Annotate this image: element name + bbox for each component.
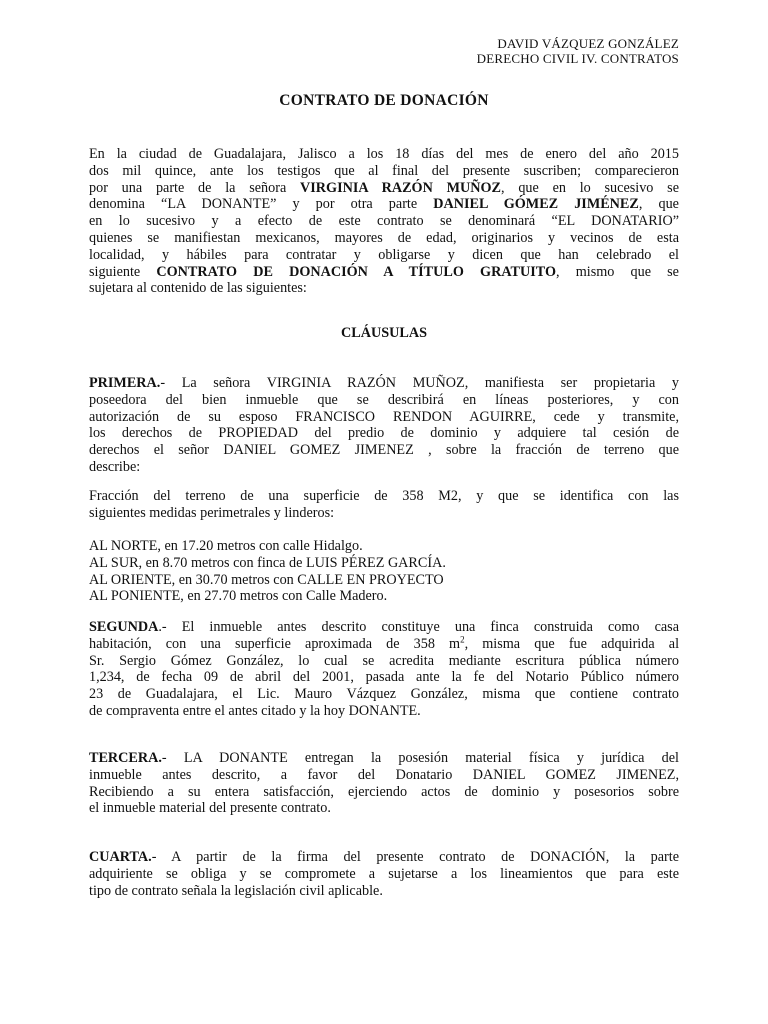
- clause-line: Sr. Sergio Gómez González, lo cual se acredita mediante escritura pública número: [89, 652, 679, 669]
- intro-line: En la ciudad de Guadalajara, Jalisco a los 18 días del mes de enero del año 2015: [89, 146, 679, 162]
- superscript: 2: [460, 634, 465, 645]
- clause-text: .- El inmueble antes descrito constituye una finca construida como casa: [158, 619, 679, 635]
- header-author: DAVID VÁZQUEZ GONZÁLEZ: [497, 36, 679, 51]
- donante-name: VIRGINIA RAZÓN MUÑOZ: [300, 179, 501, 196]
- document-title: CONTRATO DE DONACIÓN: [279, 92, 489, 109]
- intro-text: , que en lo sucesivo se: [501, 179, 679, 196]
- intro-line: localidad, y hábiles para contratar y obligarse y dicen que han celebrado el: [89, 246, 679, 263]
- clause-line: Recibiendo a su entera satisfacción, ejerciendo actos de dominio y posesorios sobre: [89, 783, 679, 800]
- clause-line: [89, 619, 679, 636]
- clause-line: autorización de su esposo FRANCISCO RENDON AGUIRRE, cede y transmite,: [89, 408, 679, 425]
- intro-paragraph: [89, 146, 679, 297]
- clause-line: 1,234, de fecha 09 de abril del 2001, pasada ante la fe del Notario Público número: [89, 669, 679, 686]
- clause-line: de compraventa entre el antes citado y la hoy DONANTE.: [89, 702, 421, 719]
- linderos-list: [89, 538, 446, 605]
- intro-text: , que: [638, 196, 679, 213]
- clause-text: , misma que fue adquirida al: [464, 635, 680, 652]
- clause-text: - LA DONANTE entregan la posesión material física y jurídica del: [161, 750, 679, 766]
- clause-text: habitación, con una superficie aproximada de 358 m: [89, 635, 461, 652]
- lindero-sur: AL SUR, en 8.70 metros con finca de LUIS PÉREZ GARCÍA.: [89, 554, 446, 571]
- intro-line: sujetara al contenido de las siguientes:: [89, 280, 307, 297]
- clause-label: TERCERA.: [89, 750, 162, 766]
- intro-text: siguiente: [89, 263, 157, 280]
- clause-line: los derechos de PROPIEDAD del predio de dominio y adquiere tal cesión de: [89, 425, 679, 442]
- fraccion-paragraph: [89, 488, 679, 522]
- clause-line: [89, 849, 679, 866]
- clause-line: adquiriente se obliga y se compromete a sujetarse a los lineamientos que para este: [89, 865, 679, 882]
- clause-line: [89, 750, 679, 767]
- lindero-oriente: AL ORIENTE, en 30.70 metros con CALLE EN PROYECTO: [89, 571, 444, 588]
- clause-line: poseedora del bien inmueble que se describirá en líneas posteriores, y con: [89, 391, 679, 408]
- clause-label: SEGUNDA: [89, 619, 159, 635]
- clausulas-heading: CLÁUSULAS: [341, 325, 427, 341]
- clause-line: tipo de contrato señala la legislación civil aplicable.: [89, 882, 383, 899]
- lindero-poniente: AL PONIENTE, en 27.70 metros con Calle Madero.: [89, 588, 388, 605]
- clause-cuarta: [89, 849, 679, 899]
- clause-primera: [89, 375, 679, 476]
- clause-line: [89, 375, 679, 392]
- header-course: DERECHO CIVIL IV. CONTRATOS: [476, 51, 679, 66]
- intro-line: [89, 180, 679, 197]
- donatario-name: DANIEL GÓMEZ JIMÉNEZ: [433, 196, 639, 213]
- clause-label: PRIMERA.: [89, 375, 161, 391]
- intro-line: dos mil quince, ante los testigos que al final del presente suscriben; comparecieron: [89, 162, 679, 179]
- clause-text: - La señora VIRGINIA RAZÓN MUÑOZ, manifiesta ser propietaria y: [160, 375, 679, 391]
- clause-label: CUARTA.: [89, 849, 152, 865]
- intro-text: denomina “LA DONANTE” y por otra parte: [89, 196, 434, 213]
- clause-line: el inmueble material del presente contrato.: [89, 800, 331, 817]
- intro-text: por una parte de la señora: [89, 179, 301, 196]
- contract-type: CONTRATO DE DONACIÓN A TÍTULO GRATUITO: [156, 263, 556, 280]
- clause-line: [89, 636, 679, 653]
- intro-line: [89, 196, 679, 213]
- clause-line: inmueble antes descrito, a favor del Donatario DANIEL GOMEZ JIMENEZ,: [89, 766, 679, 783]
- intro-line: quienes se manifiestan mexicanos, mayores de edad, originarios y vecinos de esta: [89, 229, 679, 246]
- intro-line: en lo sucesivo y a efecto de este contrato se denominará “EL DONATARIO”: [89, 213, 679, 230]
- clause-line: 23 de Guadalajara, el Lic. Mauro Vázquez González, misma que contiene contrato: [89, 686, 679, 703]
- clause-line: derechos el señor DANIEL GOMEZ JIMENEZ , sobre la fracción de terreno que: [89, 442, 679, 459]
- intro-text: , mismo que se: [556, 263, 679, 280]
- clause-tercera: [89, 750, 679, 817]
- clause-line: describe:: [89, 458, 141, 475]
- clause-text: - A partir de la firma del presente contrato de DONACIÓN, la parte: [151, 849, 679, 865]
- intro-line: [89, 264, 679, 281]
- fraccion-line: Fracción del terreno de una superficie de 358 M2, y que se identifica con las: [89, 488, 679, 504]
- fraccion-line: siguientes medidas perimetrales y linderos:: [89, 504, 335, 521]
- clause-segunda: [89, 619, 679, 720]
- lindero-norte: AL NORTE, en 17.20 metros con calle Hidalgo.: [89, 538, 363, 554]
- document-header: [477, 36, 679, 66]
